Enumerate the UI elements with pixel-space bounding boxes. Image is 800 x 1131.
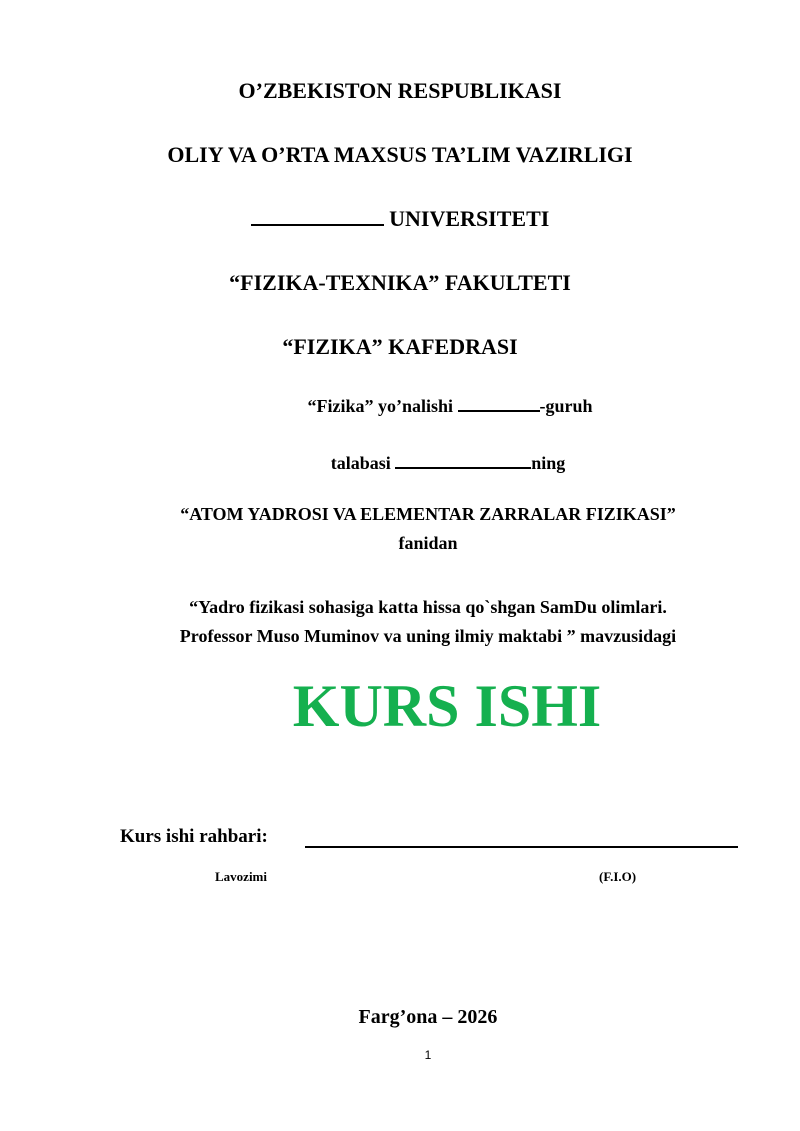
supervisor-blank bbox=[305, 846, 738, 848]
supervisor-label: Kurs ishi rahbari: bbox=[120, 826, 268, 847]
university-heading bbox=[0, 206, 800, 232]
fio-label: (F.I.O) bbox=[599, 869, 637, 884]
student-name-blank bbox=[395, 449, 531, 469]
topic-line-2: Professor Muso Muminov va uning ilmiy maktabi ” mavzusidagi bbox=[179, 626, 677, 646]
subject-fanidan: fanidan bbox=[398, 533, 458, 553]
group-suffix: -guruh bbox=[539, 396, 593, 416]
city-year: Farg’ona – 2026 bbox=[358, 1006, 498, 1028]
direction-line bbox=[50, 392, 800, 417]
position-label: Lavozimi bbox=[215, 869, 267, 884]
topic-line-1: “Yadro fizikasi sohasiga katta hissa qo`shgan SamDu olimlari. bbox=[189, 597, 667, 617]
ministry-heading: OLIY VA O’RTA MAXSUS TA’LIM VAZIRLIGI bbox=[167, 142, 633, 167]
student-prefix: talabasi bbox=[330, 453, 391, 473]
university-blank bbox=[251, 206, 384, 226]
group-blank bbox=[458, 392, 540, 412]
subject-name: “ATOM YADROSI VA ELEMENTAR ZARRALAR FIZIKASI” bbox=[180, 504, 676, 524]
document-title: KURS ISHI bbox=[292, 673, 602, 739]
department-heading: “FIZIKA” KAFEDRASI bbox=[282, 334, 518, 359]
direction-prefix: “Fizika” yo’nalishi bbox=[307, 396, 453, 416]
university-suffix: UNIVERSITETI bbox=[389, 206, 550, 231]
republic-heading: O’ZBEKISTON RESPUBLIKASI bbox=[238, 78, 562, 103]
student-suffix: ning bbox=[531, 453, 566, 473]
page-number: 1 bbox=[424, 1048, 432, 1062]
student-line bbox=[48, 449, 800, 474]
faculty-heading: “FIZIKA-TEXNIKA” FAKULTETI bbox=[229, 270, 571, 295]
